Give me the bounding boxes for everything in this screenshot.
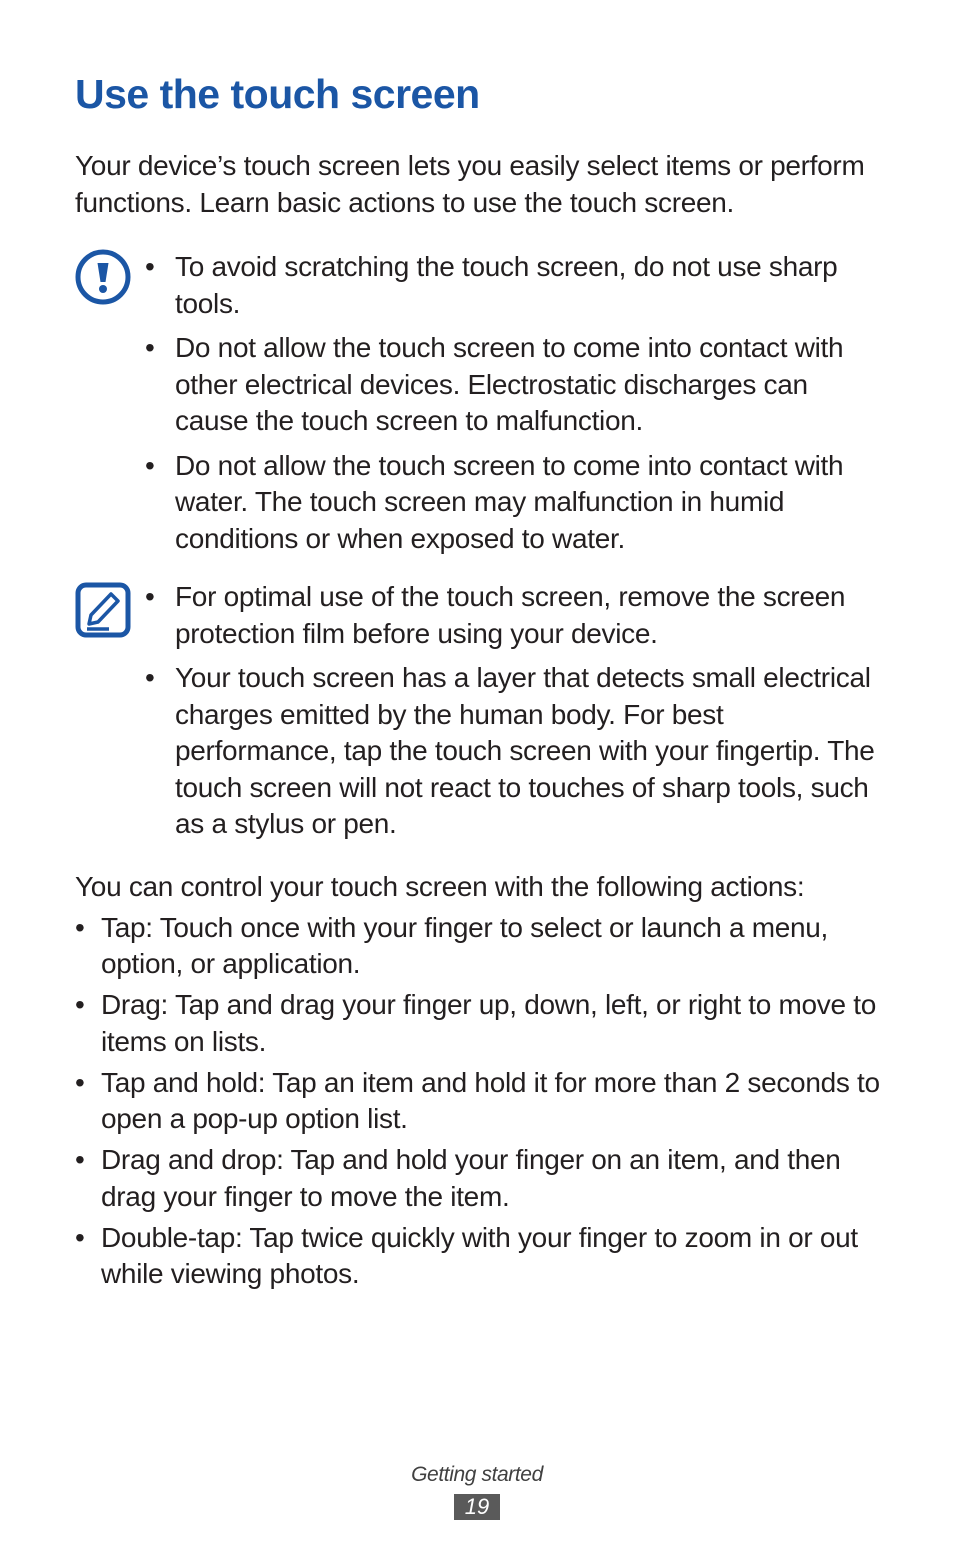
- bullet: •: [145, 662, 155, 693]
- section-name: Getting started: [411, 1463, 543, 1486]
- manual-page: [75, 68, 887, 1293]
- note-list: [145, 579, 887, 843]
- page-number-badge: 19: [454, 1494, 500, 1520]
- bullet: •: [145, 332, 155, 363]
- bullet: •: [75, 1221, 85, 1253]
- bullet: •: [145, 251, 155, 282]
- action-item: • Drag and drop: Tap and hold your finger on an item, and then drag your finger to move the item.: [75, 1144, 841, 1212]
- actions-intro: You can control your touch screen with the following actions:: [75, 870, 805, 902]
- bullet: •: [75, 1066, 85, 1098]
- bullet: •: [75, 911, 85, 943]
- action-item: • Tap and hold: Tap an item and hold it for more than 2 seconds to open a pop-up option list.: [75, 1066, 880, 1134]
- actions-list: [75, 910, 887, 1293]
- action-item: • Double-tap: Tap twice quickly with your finger to zoom in or out while viewing photos.: [75, 1221, 858, 1289]
- bullet: •: [145, 449, 155, 481]
- note-item: • Your touch screen has a layer that detects small electrical charges emitted by the human body. For best performance, tap the touch screen with your fingertip. The touch screen will not react to touches of sharp tools, such as a stylus or pen.: [145, 662, 875, 839]
- action-item: • Tap: Touch once with your finger to select or launch a menu, option, or application.: [75, 911, 829, 979]
- warning-item: • To avoid scratching the touch screen, do not use sharp tools.: [145, 251, 838, 319]
- note-item: • For optimal use of the touch screen, remove the screen protection film before using your device.: [145, 581, 846, 649]
- page-title: Use the touch screen: [75, 71, 480, 117]
- warning-item: • Do not allow the touch screen to come into contact with other electrical devices. Electrostatic discharges can cause the touch screen to malfunction.: [145, 332, 844, 436]
- note-pencil-icon: [75, 582, 131, 638]
- bullet: •: [145, 581, 155, 612]
- warning-block: [75, 249, 887, 557]
- bullet: •: [75, 989, 85, 1020]
- bullet: •: [75, 1144, 85, 1175]
- action-item: • Drag: Tap and drag your finger up, down, left, or right to move to items on lists.: [75, 989, 877, 1057]
- note-block: [75, 579, 887, 843]
- intro-paragraph: Your device’s touch screen lets you easily select items or perform functions. Learn basic actions to use the touch screen.: [75, 150, 865, 218]
- exclamation-warning-icon: [75, 249, 131, 305]
- page-footer: [0, 1462, 954, 1520]
- warning-item: • Do not allow the touch screen to come into contact with water. The touch screen may malfunction in humid conditions or when exposed to water.: [145, 449, 844, 554]
- warning-list: [145, 249, 887, 557]
